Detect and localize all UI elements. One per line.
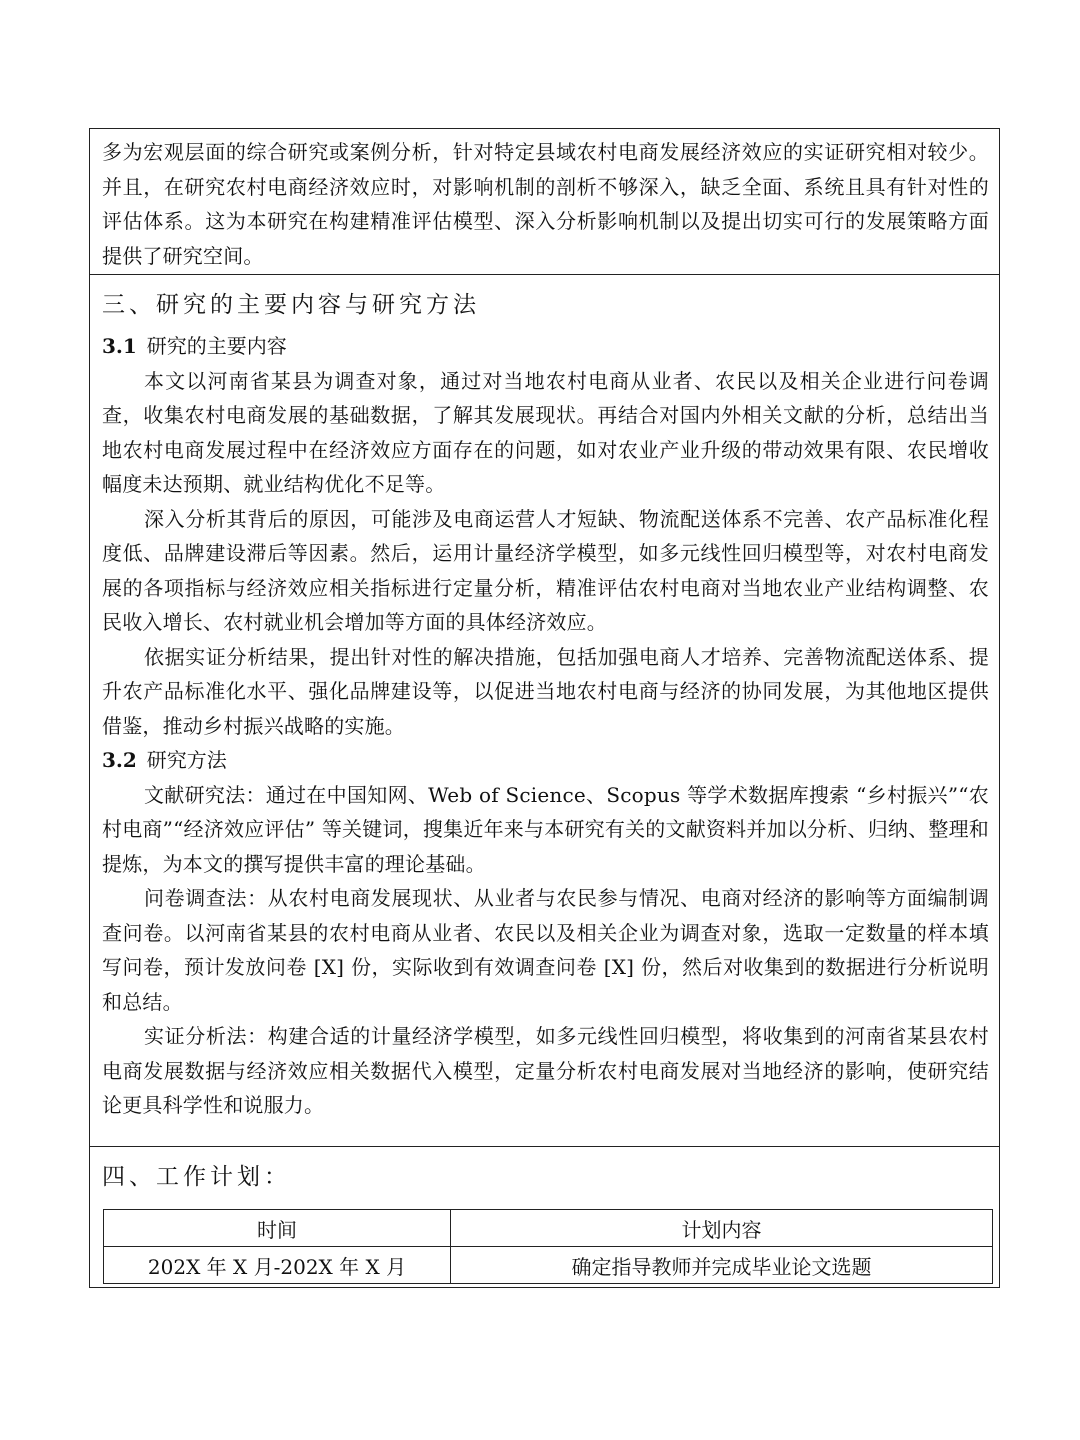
content-paragraph: 本文以河南省某县为调查对象，通过对当地农村电商从业者、农民以及相关企业进行问卷调查，收集农村电商发展的基础数据，了解其发展现状。再结合对国内外相关文献的分析，总结出当地农村电商发展过程中在经济效应方面存在的问题，如对农业产业升级的带动效果有限、农民增收幅度未达预期、就业结构优化不足等。 <box>102 368 989 496</box>
subsection-3-2-title: 研究方法 <box>146 748 227 772</box>
work-plan-cell <box>90 1147 999 1287</box>
subsection-3-2-heading <box>102 743 989 778</box>
table-cell-plan: 确定指导教师并完成毕业论文选题 <box>451 1247 993 1284</box>
subsection-3-1-title: 研究的主要内容 <box>146 334 287 358</box>
literature-summary-paragraph: 多为宏观层面的综合研究或案例分析，针对特定县域农村电商发展经济效应的实证研究相对较少。并且，在研究农村电商经济效应时，对影响机制的剖析不够深入，缺乏全面、系统且具有针对性的评估体系。这为本研究在构建精准评估模型、深入分析影响机制以及提出切实可行的发展策略方面提供了研究空间。 <box>102 140 989 268</box>
table-row <box>104 1247 993 1284</box>
work-plan-table <box>103 1209 993 1284</box>
section-3-heading: 三、研究的主要内容与研究方法 <box>102 292 480 318</box>
subsection-3-1-number: 3.1 <box>102 334 137 358</box>
section-4-heading: 四、工作计划： <box>102 1164 291 1190</box>
method-paragraph: 问卷调查法：从农村电商发展现状、从业者与农民参与情况、电商对经济的影响等方面编制调查问卷。以河南省某县的农村电商从业者、农民以及相关企业为调查对象，选取一定数量的样本填写问卷，预计发放问卷 [X] 份，实际收到有效调查问卷 [X] 份，然后对收集到的数据进行分析说明和总结。 <box>102 886 989 1014</box>
table-cell-time: 202X 年 X 月-202X 年 X 月 <box>104 1247 451 1284</box>
table-header-plan: 计划内容 <box>451 1210 993 1247</box>
method-paragraph: 实证分析法：构建合适的计量经济学模型，如多元线性回归模型，将收集到的河南省某县农村电商发展数据与经济效应相关数据代入模型，定量分析农村电商发展对当地经济的影响，使研究结论更具科学性和说服力。 <box>102 1024 989 1117</box>
table-header-row <box>104 1210 993 1247</box>
method-paragraph: 文献研究法：通过在中国知网、Web of Science、Scopus 等学术数据库搜索 “乡村振兴”“农村电商”“经济效应评估” 等关键词，搜集近年来与本研究有关的文献资料并加以分析、归纳、整理和提炼，为本文的撰写提供丰富的理论基础。 <box>102 782 989 876</box>
literature-summary-cell <box>90 129 999 275</box>
content-paragraph: 深入分析其背后的原因，可能涉及电商运营人才短缺、物流配送体系不完善、农产品标准化程度低、品牌建设滞后等因素。然后，运用计量经济学模型，如多元线性回归模型等，对农村电商发展的各项指标与经济效应相关指标进行定量分析，精准评估农村电商对当地农业产业结构调整、农民收入增长、农村就业机会增加等方面的具体经济效应。 <box>102 506 989 634</box>
content-paragraph: 依据实证分析结果，提出针对性的解决措施，包括加强电商人才培养、完善物流配送体系、提升农产品标准化水平、强化品牌建设等，以促进当地农村电商与经济的协同发展，为其他地区提供借鉴，推动乡村振兴战略的实施。 <box>102 644 989 738</box>
table-header-time: 时间 <box>104 1210 451 1247</box>
subsection-3-2-number: 3.2 <box>102 748 137 772</box>
subsection-3-1-heading <box>102 329 989 364</box>
research-content-cell <box>90 275 999 1147</box>
proposal-form-table <box>89 128 1000 1288</box>
